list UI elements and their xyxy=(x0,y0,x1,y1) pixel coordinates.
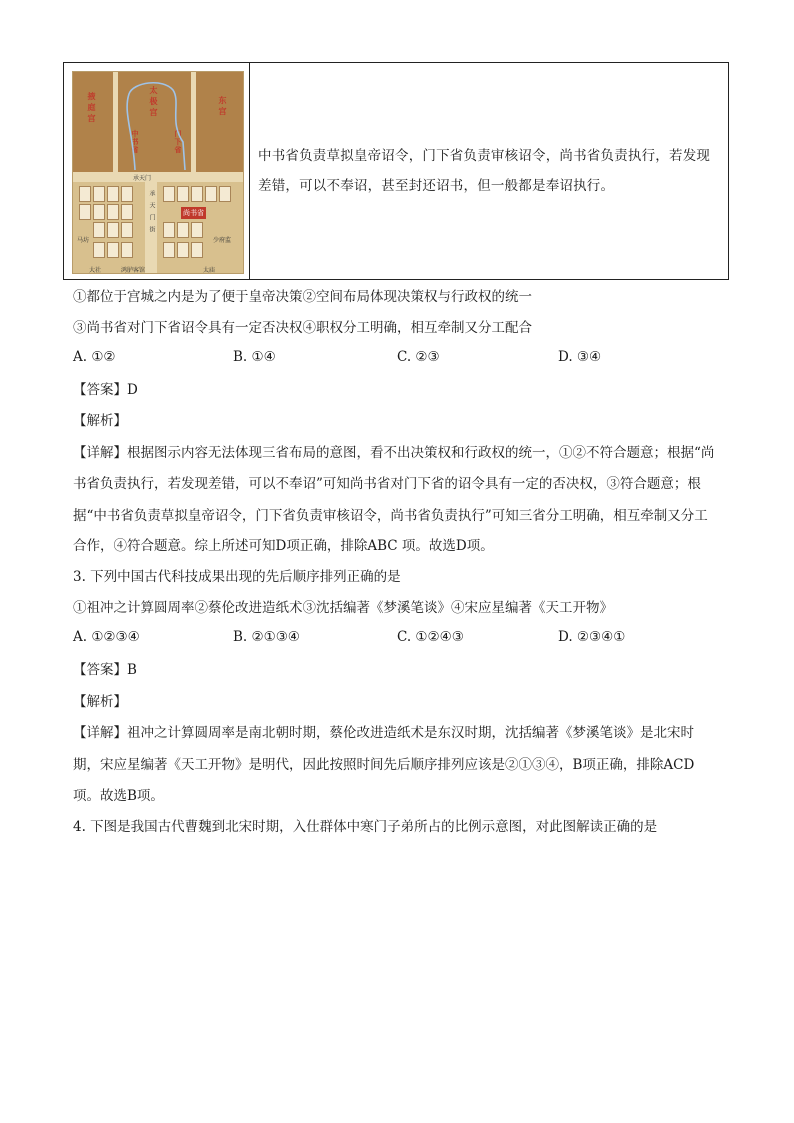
question-table xyxy=(63,62,729,280)
yeting-palace-label: 掖庭宫 xyxy=(87,92,97,125)
q2-detail-line1: 【详解】根据图示内容无法体现三省布局的意图，看不出决策权和行政权的统一，①②不符合题意；根据“尚 xyxy=(73,445,715,461)
route-line xyxy=(73,72,244,182)
q2-detail-line4: 合作，④符合题意。综上所述可知D项正确，排除ABC 项。故选D项。 xyxy=(73,538,494,554)
q3-option-d[interactable]: D. ②③④① xyxy=(558,629,626,645)
zhongshu-label: 中书省 xyxy=(131,130,140,154)
q3-analysis-label: 【解析】 xyxy=(73,694,127,710)
q3-answer: 【答案】B xyxy=(73,662,137,678)
menxia-label: 门下省 xyxy=(174,130,183,154)
q3-option-c[interactable]: C. ①②④③ xyxy=(397,629,464,645)
q2-option-c[interactable]: C. ②③ xyxy=(397,349,440,365)
q2-option-b[interactable]: B. ①④ xyxy=(233,349,276,365)
shaofujian-label: 少府监 xyxy=(213,237,232,244)
q2-answer: 【答案】D xyxy=(73,382,138,398)
chengtian-gate-label: 承天门 xyxy=(133,175,152,182)
q3-option-b[interactable]: B. ②①③④ xyxy=(233,629,300,645)
map-cell xyxy=(64,63,250,279)
east-palace-label: 东宫 xyxy=(218,96,228,118)
taiji-palace-label: 太极宫 xyxy=(149,86,159,119)
mafang-label: 马坊 xyxy=(77,237,90,244)
q3-detail-line3: 项。故选B项。 xyxy=(73,788,164,804)
q2-detail-line2: 书省负责执行，若发现差错，可以不奉诏”可知尚书省对门下省的诏令具有一定的否决权，③符合题意；根 xyxy=(73,476,701,492)
q2-statements-line1: ①都位于宫城之内是为了便于皇帝决策②空间布局体现决策权与行政权的统一 xyxy=(73,289,532,305)
q4-stem: 4. 下图是我国古代曹魏到北宋时期，入仕群体中寒门子弟所占的比例示意图，对此图解读正确的是 xyxy=(73,819,658,835)
description-cell xyxy=(250,63,728,279)
q2-options xyxy=(73,349,723,369)
q2-analysis-label: 【解析】 xyxy=(73,413,127,429)
q2-option-d[interactable]: D. ③④ xyxy=(558,349,602,365)
dashe-label: 大社 xyxy=(89,267,102,274)
q3-stem: 3. 下列中国古代科技成果出现的先后顺序排列正确的是 xyxy=(73,569,401,585)
changan-palace-map xyxy=(72,71,244,274)
q3-option-a[interactable]: A. ①②③④ xyxy=(73,629,140,645)
q2-statements-line2: ③尚书省对门下省诏令具有一定否决权④职权分工明确，相互牵制又分工配合 xyxy=(73,320,532,336)
chengtian-street-label: 承天门街 xyxy=(148,190,155,238)
q3-detail-line1: 【详解】祖冲之计算圆周率是南北朝时期，蔡伦改进造纸术是东汉时期，沈括编著《梦溪笔谈》是北宋时 xyxy=(73,725,694,741)
honglu-label: 鸿胪客馆 xyxy=(121,267,146,274)
q3-statements: ①祖冲之计算圆周率②蔡伦改进造纸术③沈括编著《梦溪笔谈》④宋应星编著《天工开物》 xyxy=(73,600,613,616)
description-text: 中书省负责草拟皇帝诏令，门下省负责审核诏令，尚书省负责执行，若发现差错，可以不奉诏，甚至封还诏书，但一般都是奉诏执行。 xyxy=(258,148,711,194)
q2-detail-line3: 据“中书省负责草拟皇帝诏令，门下省负责审核诏令，尚书省负责执行”可知三省分工明确，相互牵制又分工 xyxy=(73,508,708,524)
q3-options xyxy=(73,629,723,649)
q3-detail-line2: 期，宋应星编著《天工开物》是明代，因此按照时间先后顺序排列应该是②①③④，B项正确，排除ACD xyxy=(73,757,695,773)
shangshu-label: 尚书省 xyxy=(183,209,204,217)
q2-option-a[interactable]: A. ①② xyxy=(73,349,116,365)
taimiao-label: 太庙 xyxy=(203,267,216,274)
